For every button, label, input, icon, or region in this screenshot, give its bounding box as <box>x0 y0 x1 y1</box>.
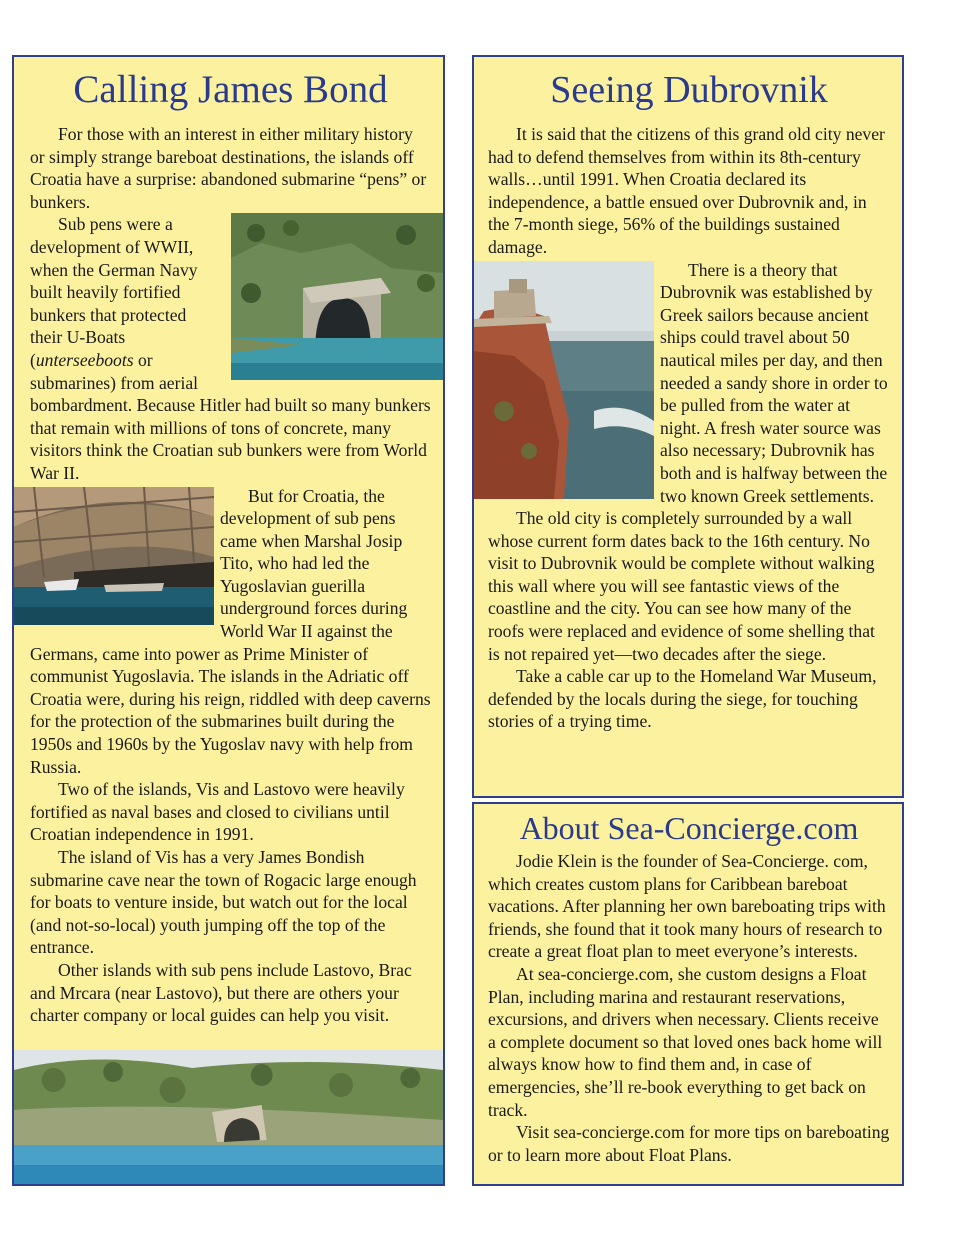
article-title: Calling James Bond <box>73 68 388 111</box>
paragraph: At sea-concierge.com, she custom designs a Float Plan, including marina and restaurant reservations, excursions, and drivers when necessary. Clients receive a complete document so that loved ones back home will always know how to find them and, in case of emergencies, she’ll re-book everything to get back on track. <box>488 963 883 1120</box>
dubrovnik-walls-photo <box>474 261 654 499</box>
paragraph: It is said that the citizens of this grand old city never had to defend themselves from within its 8th-century walls…until 1991. When Croatia declared its independence, a battle ensued over Dubrovnik and, in the 7-month siege, 56% of the buildings sustained damage. <box>488 124 885 257</box>
paragraph: Take a cable car up to the Homeland War Museum, defended by the locals during the siege, for touching stories of a trying time. <box>488 666 877 732</box>
article-title: About Sea-Concierge.com <box>519 810 859 846</box>
paragraph: Jodie Klein is the founder of Sea-Concierge. com, which creates custom plans for Caribbean bareboat vacations. After planning her own bareboating trips with friends, she found that it took many hours of research to create a great float plan to meet everyone’s interests. <box>488 851 886 962</box>
paragraph: But for Croatia, the development of sub pens came when Marshal Josip Tito, who had led the Yugoslavian guerilla underground forces during World War II against the Germans, came into power as Prime Minister of communist Yugoslavia. The islands in the Adriatic off Croatia were, during his reign, riddled with deep caverns for the protection of the submarines built during the 1950s and 1960s by the Yugoslav navy with help from Russia. <box>30 485 431 779</box>
paragraph: Visit sea-concierge.com for more tips on bareboating or to learn more about Float Plans. <box>488 1122 890 1165</box>
submarine-cave-photo <box>14 487 214 625</box>
article-title: Seeing Dubrovnik <box>550 69 828 111</box>
article-seeing-dubrovnik <box>472 55 904 798</box>
paragraph: Two of the islands, Vis and Lastovo were heavily fortified as naval bases and closed to civilians until Croatian independence in 1991. <box>30 779 405 845</box>
paragraph: The island of Vis has a very James Bondish submarine cave near the town of Rogacic large enough for boats to venture inside, but watch out for the local (and not-so-local) youth jumping off the top of the entrance. <box>30 847 417 958</box>
paragraph: Other islands with sub pens include Lastovo, Brac and Mrcara (near Lastovo), but there are others your charter company or local guides can help you visit. <box>30 959 412 1026</box>
paragraph: There is a theory that Dubrovnik was established by Greek sailors because ancient ships could travel about 50 nautical miles per day, and then needed a sandy shore in order to be pulled from the water at night. A fresh water source was also necessary; Dubrovnik has both and is halfway between the two known Greek settlements. <box>488 259 890 508</box>
submarine-bunker-photo <box>231 213 443 380</box>
article-calling-james-bond <box>12 55 445 1186</box>
paragraph: For those with an interest in either military history or simply strange bareboat destinations, the islands off Croatia have a surprise: abandoned submarine “pens” or bunkers. <box>30 124 427 212</box>
paragraph: Sub pens were a development of WWII, when the German Navy built heavily fortified bunkers that protected their U-Boats (unterseeboots or submarines) from aerial bombardment. Because Hitler had built so many bunkers that remain with millions of tons of concrete, many visitors think the Croatian sub bunkers were from World War II. <box>30 214 431 483</box>
italic-term: unterseeboots <box>35 349 134 370</box>
article-about-sea-concierge <box>472 802 904 1186</box>
island-bunker-photo <box>14 1050 443 1184</box>
paragraph: The old city is completely surrounded by a wall whose current form dates back to the 16th century. No visit to Dubrovnik would be complete without walking this wall where you will see fantastic views of the coastline and the city. You can see how many of the roofs were replaced and evidence of some shelling that is not repaired yet—two decades after the siege. <box>488 508 875 664</box>
